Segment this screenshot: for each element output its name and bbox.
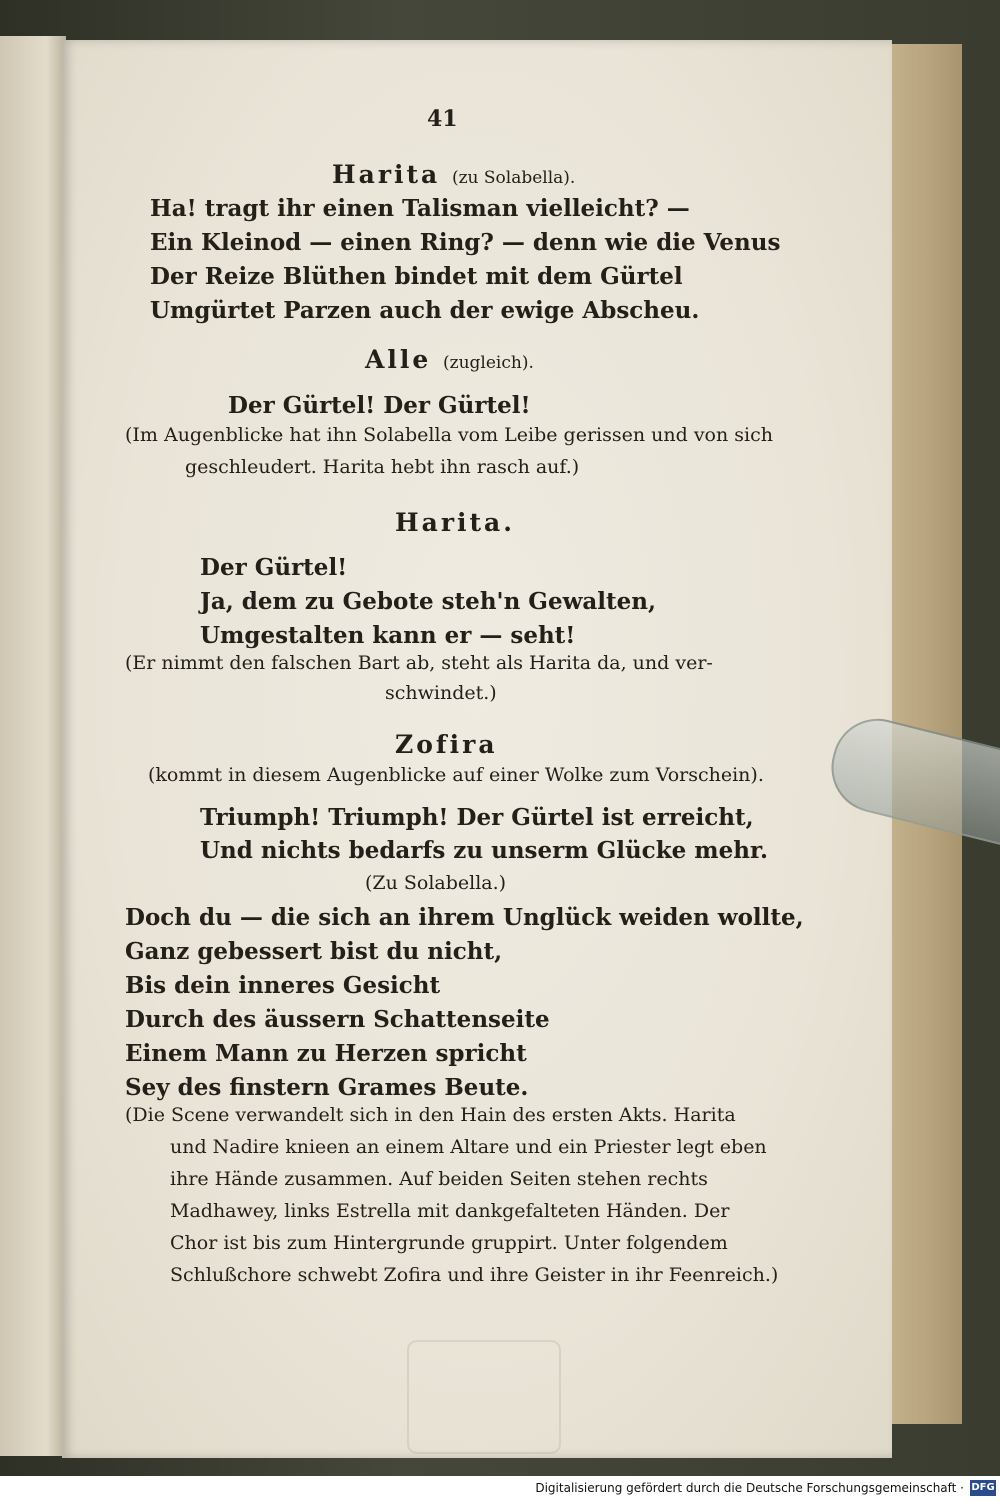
funding-notice: Digitalisierung gefördert durch die Deutsche Forschungsgemeinschaft · (535, 1481, 964, 1495)
stage-direction: geschleudert. Harita hebt ihn rasch auf.) (185, 456, 580, 478)
stage-direction: (zugleich). (443, 353, 534, 373)
speaker-alle (365, 345, 534, 374)
verse-line: Der Gürtel! (200, 554, 348, 581)
verse-line: Ganz gebessert bist du nicht, (125, 938, 503, 965)
book-page (62, 40, 892, 1458)
verse-line: Bis dein inneres Gesicht (125, 972, 441, 999)
speaker-name: Harita (332, 160, 441, 189)
stage-direction: Madhawey, links Estrella mit dankgefalteten Händen. Der (170, 1200, 730, 1222)
verse-line: Der Reize Blüthen bindet mit dem Gürtel (150, 263, 683, 290)
speaker-name: Alle (365, 345, 432, 374)
stage-direction: (Die Scene verwandelt sich in den Hain des ersten Akts. Harita (125, 1104, 736, 1126)
verse-line: Ha! tragt ihr einen Talisman vielleicht? — (150, 195, 690, 222)
stage-direction: (kommt in diesem Augenblicke auf einer Wolke zum Vorschein). (148, 764, 764, 786)
speaker-zofira: Zofira (395, 730, 498, 759)
verse-line: Sey des finstern Grames Beute. (125, 1074, 529, 1101)
verse-line: Doch du — die sich an ihrem Unglück weiden wollte, (125, 904, 804, 931)
verse-line: Der Gürtel! Der Gürtel! (228, 392, 531, 419)
verse-line: Triumph! Triumph! Der Gürtel ist erreicht, (200, 804, 754, 831)
speaker-harita: Harita. (395, 508, 515, 537)
stage-direction: (zu Solabella). (451, 168, 576, 188)
stage-direction: Chor ist bis zum Hintergrunde gruppirt. Unter folgendem (170, 1232, 728, 1254)
faded-library-stamp (407, 1340, 561, 1454)
stage-direction: (Zu Solabella.) (365, 872, 507, 894)
verse-line: Durch des äussern Schattenseite (125, 1006, 550, 1033)
verse-line: Ein Kleinod — einen Ring? — denn wie die Venus (150, 229, 781, 256)
dfg-logo-icon: DFG (970, 1480, 996, 1496)
stage-direction: ihre Hände zusammen. Auf beiden Seiten stehen rechts (170, 1168, 708, 1190)
verse-line: Und nichts bedarfs zu unserm Glücke mehr. (200, 837, 768, 864)
speaker-harita (332, 160, 575, 189)
page-number: 41 (427, 106, 458, 132)
stage-direction: (Er nimmt den falschen Bart ab, steht als Harita da, und ver- (125, 652, 713, 674)
stage-direction: Schlußchore schwebt Zofira und ihre Geister in ihr Feenreich.) (170, 1264, 779, 1286)
stage-direction: schwindet.) (385, 682, 497, 704)
verse-line: Einem Mann zu Herzen spricht (125, 1040, 527, 1067)
facing-page-edge (0, 36, 66, 1456)
verse-line: Ja, dem zu Gebote steh'n Gewalten, (200, 588, 657, 615)
footer-bar (0, 1476, 1000, 1501)
stage-direction: (Im Augenblicke hat ihn Solabella vom Leibe gerissen und von sich (125, 424, 773, 446)
verse-line: Umgürtet Parzen auch der ewige Abscheu. (150, 297, 700, 324)
verse-line: Umgestalten kann er — seht! (200, 622, 576, 649)
stage-direction: und Nadire knieen an einem Altare und ein Priester legt eben (170, 1136, 767, 1158)
